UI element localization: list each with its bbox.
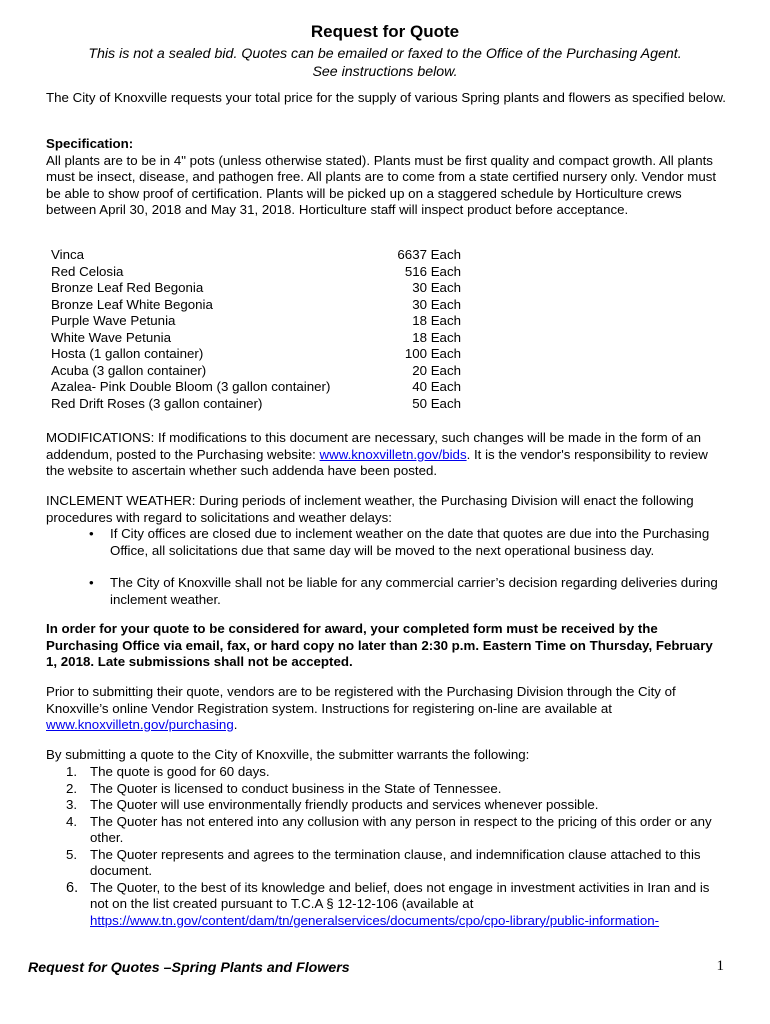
weather-bullet-text: If City offices are closed due to inclement weather on the date that quotes are due into the Purchasing Office, all solicitations due that same day will be moved to the next operational business day.	[110, 526, 710, 558]
plant-quantity: 516 Each	[404, 263, 461, 279]
warrant-text-body: The quote is good for 60 days.	[90, 764, 270, 779]
plant-quantity: 18 Each	[412, 313, 461, 328]
warrants-list	[62, 764, 722, 929]
plant-quantity: 50 Each	[412, 395, 461, 411]
plant-row	[51, 330, 471, 347]
warrant-number: 2.	[66, 780, 78, 796]
plant-name: White Wave Petunia	[51, 329, 171, 345]
warrant-text	[90, 781, 722, 798]
warrants-intro: By submitting a quote to the City of Knoxville, the submitter warrants the following:	[46, 747, 530, 762]
registration-text: Prior to submitting their quote, vendors are to be registered with the Purchasing Division through the City of Knoxville’s online Vendor Registration system. Instructions for registering on-line are available at	[46, 684, 676, 716]
plant-list	[51, 247, 471, 412]
purchasing-link[interactable]: www.knoxvilletn.gov/purchasing	[46, 717, 234, 732]
warrant-text	[90, 797, 722, 814]
warrant-item	[62, 764, 722, 781]
plant-row	[51, 363, 471, 380]
warrant-text-body: The Quoter is licensed to conduct business in the State of Tennessee.	[90, 780, 502, 796]
warrant-number: 5.	[66, 846, 78, 862]
plant-quantity: 30 Each	[412, 296, 461, 312]
intro-paragraph: The City of Knoxville requests your total price for the supply of various Spring plants and flowers as specified below.	[46, 90, 726, 105]
modifications-text-end: . It is the vendor's responsibility to review the website to ascertain whether such addenda have been posted.	[46, 446, 708, 478]
warrant-text-body: The Quoter, to the best of its knowledge and belief, does not engage in investment activities in Iran and is not on the list created pursuant to T.C.A § 12-12-106 (available at	[90, 879, 710, 911]
warrant-text	[90, 880, 722, 930]
modifications-text: MODIFICATIONS: If modifications to this document are necessary, such changes will be made in the form of an addendum, posted to the Purchasing website:	[46, 430, 702, 462]
page-subtitle	[40, 45, 730, 81]
warrant-item	[62, 797, 722, 814]
weather-intro: INCLEMENT WEATHER: During periods of inclement weather, the Purchasing Division will enact the following procedures with regard to solicitations and weather delays:	[46, 493, 694, 525]
deadline-notice: In order for your quote to be considered for award, your completed form must be received by the Purchasing Office via email, fax, or hard copy no later than 2:30 p.m. Eastern Time on Thursday, February 1, 2018. Late submissions shall not be accepted.	[46, 621, 713, 669]
plant-quantity: 18 Each	[412, 329, 461, 345]
plant-row	[51, 313, 471, 330]
plant-name: Purple Wave Petunia	[51, 313, 176, 328]
warrant-text-body: The Quoter has not entered into any collusion with any person in respect to the pricing of this order or any other.	[90, 813, 712, 845]
specification-section	[46, 136, 726, 219]
plant-name: Azalea- Pink Double Bloom (3 gallon container)	[51, 379, 331, 394]
plant-row	[51, 379, 471, 396]
warrant-number: 1.	[66, 764, 78, 779]
weather-bullet	[82, 526, 732, 559]
tn-gov-link[interactable]: https://www.tn.gov/content/dam/tn/generalservices/documents/cpo/cpo-library/public-information-	[90, 912, 660, 928]
plant-row	[51, 396, 471, 413]
plant-row	[51, 297, 471, 314]
plant-quantity: 100 Each	[404, 346, 461, 361]
plant-name: Red Drift Roses (3 gallon container)	[51, 395, 263, 411]
specification-text: All plants are to be in 4" pots (unless otherwise stated). Plants must be first quality and compact growth. All plants must be insect, disease, and pathogen free. All plants are to come from a state certified nursery only. Vendor must be able to show proof of certification. Plants will be picked up on a staggered schedule by Horticulture crews between April 30, 2018 and May 31, 2018. Horticulture staff will inspect product before acceptance.	[46, 152, 717, 217]
plant-name: Bronze Leaf Red Begonia	[51, 280, 204, 295]
plant-quantity: 40 Each	[412, 379, 461, 394]
plant-row	[51, 280, 471, 297]
plant-name: Vinca	[51, 247, 85, 262]
subtitle-line-2: See instructions below.	[312, 64, 458, 80]
plant-name: Hosta (1 gallon container)	[51, 346, 204, 361]
bullet-icon: •	[89, 526, 94, 541]
warrant-item	[62, 847, 722, 880]
warrant-number: 4.	[66, 813, 78, 829]
weather-bullet-text: The City of Knoxville shall not be liable for any commercial carrier’s decision regarding deliveries during inclement weather.	[110, 575, 718, 607]
warrant-item	[62, 814, 722, 847]
bullet-icon: •	[89, 575, 94, 590]
warrant-item	[62, 880, 722, 930]
warrant-text	[90, 814, 722, 847]
plant-row	[51, 346, 471, 363]
warrant-text-body: The Quoter represents and agrees to the termination clause, and indemnification clause attached to this document.	[90, 846, 701, 878]
specification-heading: Specification:	[46, 136, 134, 151]
warrant-text	[90, 847, 722, 880]
registration-text-end: .	[233, 717, 238, 732]
modifications-paragraph	[46, 430, 726, 480]
warrant-number: 6.	[66, 879, 79, 896]
warrant-text	[90, 764, 722, 781]
page-title: Request for Quote	[310, 22, 460, 41]
plant-quantity: 30 Each	[412, 280, 461, 295]
weather-bullet	[82, 575, 732, 608]
plant-name: Acuba (3 gallon container)	[51, 362, 207, 378]
page-number: 1	[716, 958, 724, 974]
plant-name: Red Celosia	[51, 263, 124, 279]
plant-quantity: 20 Each	[412, 362, 461, 378]
registration-paragraph	[46, 684, 726, 734]
plant-row	[51, 264, 471, 281]
warrant-number: 3.	[66, 797, 78, 812]
subtitle-line-1: This is not a sealed bid. Quotes can be emailed or faxed to the Office of the Purchasing Agent.	[88, 46, 682, 62]
plant-name: Bronze Leaf White Begonia	[51, 296, 213, 312]
plant-quantity: 6637 Each	[397, 247, 461, 262]
footer-title: Request for Quotes –Spring Plants and Flowers	[28, 960, 350, 976]
warrant-item	[62, 781, 722, 798]
plant-row	[51, 247, 471, 264]
warrant-text-body: The Quoter will use environmentally friendly products and services whenever possible.	[90, 797, 599, 812]
bids-link[interactable]: www.knoxvilletn.gov/bids	[319, 446, 467, 462]
